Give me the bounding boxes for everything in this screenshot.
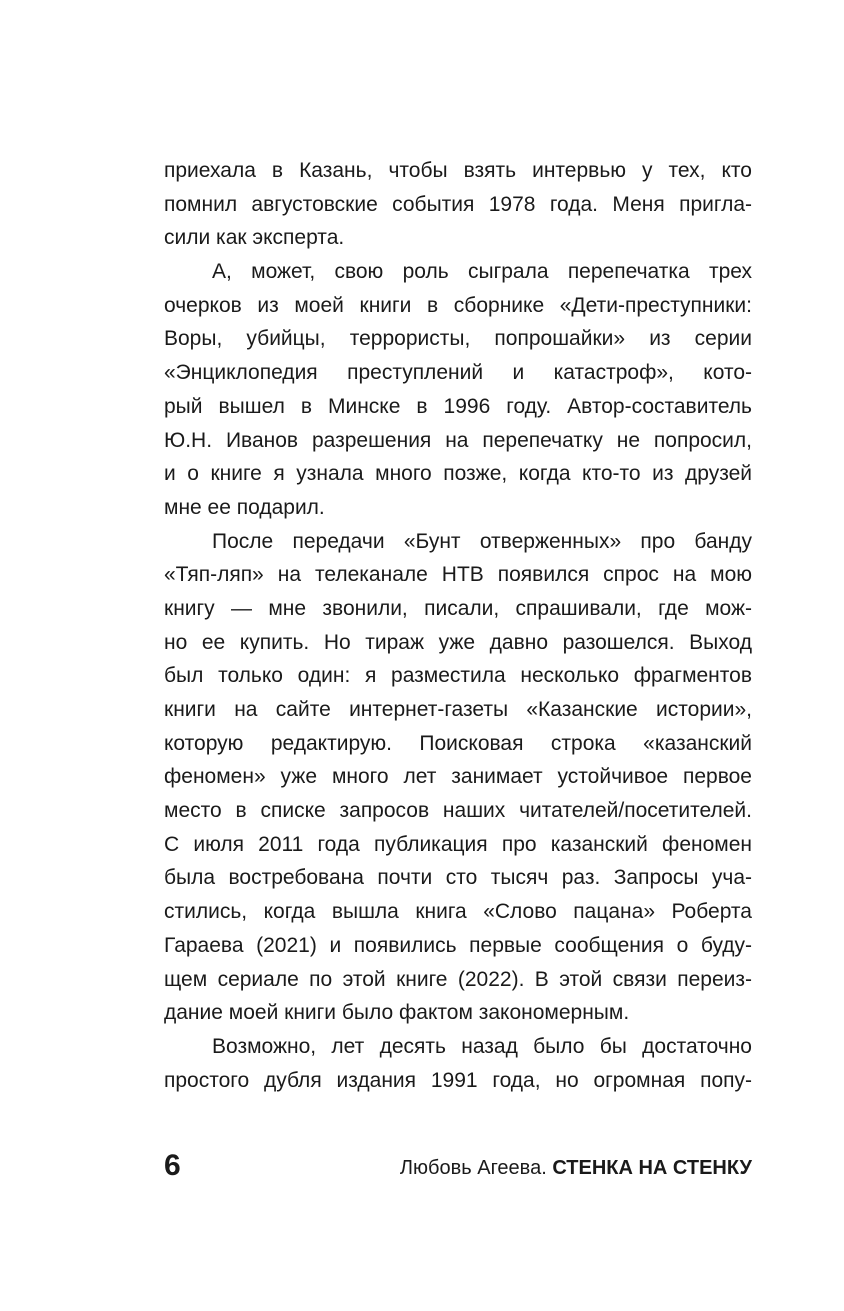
- text-line: но ее купить. Но тираж уже давно разошелся. Выход: [164, 630, 752, 654]
- author-name: Любовь Агеева.: [399, 1157, 547, 1179]
- text-line: После передачи «Бунт отверженных» про банду: [212, 529, 752, 553]
- text-line: и о книге я узнала много позже, когда кто-то из друзей: [164, 462, 752, 486]
- text-line: была востребована почти сто тысяч раз. Запросы уча-: [164, 866, 752, 890]
- page-number: 6: [164, 1149, 181, 1182]
- text-line: щем сериале по этой книге (2022). В этой связи переиз-: [164, 967, 752, 991]
- paragraph: [164, 1030, 752, 1097]
- text-line: «Тяп-ляп» на телеканале НТВ появился спрос на мою: [164, 563, 752, 587]
- text-line: Ю.Н. Иванов разрешения на перепечатку не попросил,: [164, 428, 752, 452]
- text-line: место в списке запросов наших читателей/посетителей.: [164, 799, 752, 823]
- text-line: которую редактирую. Поисковая строка «казанский: [164, 731, 752, 755]
- page-footer: [164, 1146, 752, 1186]
- text-line: очерков из моей книги в сборнике «Дети-преступники:: [164, 293, 752, 317]
- text-line: приехала в Казань, чтобы взять интервью у тех, кто: [164, 159, 752, 182]
- text-line: Возможно, лет десять назад было бы достаточно: [212, 1034, 752, 1058]
- text-line: книгу — мне звонили, писали, спрашивали, где мож-: [164, 596, 752, 620]
- text-line: А, может, свою роль сыграла перепечатка трех: [212, 260, 752, 284]
- text-line: «Энциклопедия преступлений и катастроф», кото-: [164, 361, 752, 385]
- book-title: СТЕНКА НА СТЕНКУ: [552, 1157, 752, 1179]
- text-line: стились, когда вышла книга «Слово пацана» Роберта: [164, 900, 752, 924]
- text-line: рый вышел в Минске в 1996 году. Автор-составитель: [164, 394, 752, 418]
- text-line: был только один: я разместила несколько фрагментов: [164, 664, 752, 688]
- text-line: С июля 2011 года публикация про казанский феномен: [164, 832, 752, 856]
- text-line: Воры, убийцы, террористы, попрошайки» из серии: [164, 327, 752, 351]
- text-line: помнил августовские события 1978 года. Меня пригла-: [164, 192, 752, 216]
- paragraph: [164, 525, 752, 1030]
- running-title: [400, 1146, 752, 1190]
- text-line: мне ее подарил.: [164, 495, 325, 519]
- text-line: Гараева (2021) и появились первые сообщения о буду-: [164, 933, 752, 957]
- text-line: феномен» уже много лет занимает устойчивое первое: [164, 765, 752, 789]
- text-line: сили как эксперта.: [164, 226, 345, 250]
- paragraph: [164, 154, 752, 255]
- text-line: книги на сайте интернет-газеты «Казанские истории»,: [164, 698, 752, 721]
- paragraph: [164, 255, 752, 525]
- text-line: простого дубля издания 1991 года, но огромная попу-: [164, 1068, 752, 1092]
- text-line: дание моей книги было фактом закономерным.: [164, 1001, 630, 1025]
- body-text: [164, 154, 752, 1097]
